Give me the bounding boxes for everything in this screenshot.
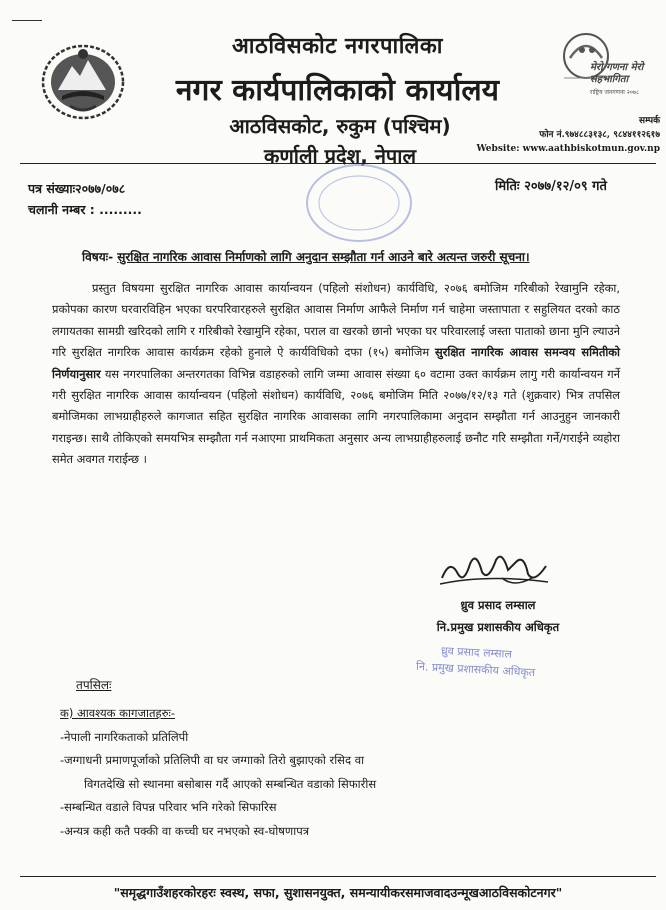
signer-stamp	[397, 640, 555, 682]
subject-text: सुरक्षित नागरिक आवास निर्माणको लागि अनुदान सम्झौता गर्न आउने बारे अत्यन्त जरुरी सूचना।	[117, 250, 530, 264]
footer-rule	[20, 876, 656, 877]
list-item: -जग्गाधनी प्रमाणपूर्जाको प्रतिलिपी वा घर जग्गाको तिरो बुझाएको रसिद वा	[60, 753, 365, 767]
subject-label: विषयः-	[82, 250, 114, 264]
office-address: आठविसकोट, रुकुम (पश्चिम)	[229, 114, 451, 138]
reference-number: पत्र संख्याः२०७७/०७८	[28, 181, 126, 196]
office-name: नगर कार्यपालिकाको कार्यालय	[175, 73, 500, 108]
municipality-name: आठविसकोट नगरपालिका	[232, 34, 443, 59]
stamp-name: ध्रुव प्रसाद लम्साल	[440, 644, 513, 661]
body-part-1: प्रस्तुत विषयमा सुरक्षित नागरिक आवास कार्यान्वयन (पहिलो संशोधन) कार्यविधि, २०७६ बमोजिम गरिबीको रेखामुनि रहेका, प्रकोपका कारण घरवारविहिन भएका घरपरिवारहरुले सुरक्षित आवास निर्माण आफैले निर्माण गर्न चाहेमा जस्तापाता र सहुलियत दरको काठ लगायतका सामग्री खरिदको लागि र गरिबीको रेखामुनि रहेका, पराल वा खरको छानो भएका घर परिवारलाई जस्ता पाताको छाना मुनि ल्याउने गरि सुरक्षित नागरिक आवास कार्यक्रम रहेको हुनाले ऐ कार्यविधिको दफा (१५) बमोजिम	[52, 281, 620, 360]
footer-motto: "समृद्धगाउँशहरकोरहरः स्वस्थ, सफा, सुशासनयुक्त, समन्यायीकरसमाजवादउन्मूखआठविसकोटनगर"	[113, 885, 563, 900]
subject-line	[82, 248, 622, 265]
contact-website: Website: www.aathbiskotmun.gov.np	[476, 144, 660, 154]
province-name: कर्णाली प्रदेश, नेपाल	[263, 144, 417, 168]
nepal-emblem-logo	[40, 40, 126, 120]
reference-block	[28, 178, 142, 220]
census-logo-sub: राष्ट्रिय जनगणना २०७८	[590, 89, 640, 96]
stamp-title: नि. प्रमुख प्रशासकीय अधिकृत	[415, 659, 536, 680]
contact-phone: फोन नं.९७४८८३१३८, ९८४४११२६१७	[539, 130, 660, 140]
signer-name: ध्रुव प्रसाद लम्साल	[460, 598, 536, 612]
office-stamp	[300, 158, 418, 248]
top-dash	[12, 20, 42, 21]
body-part-2: यस नगरपालिका अन्तरगतका विभिन्न वडाहरुको लागि जम्मा आवास संख्या ६० वटामा उक्त कार्यक्रम लागु गरी कार्यान्वयन गर्ने गरी सुरक्षित नागरिक आवास कार्यान्वयन (पहिलो संशोधन) कार्यविधि, २०७६ बमोजिम मिति २०७७/१२/१३ गते (शुक्रवार) भित्र तपसिल बमोजिमका लाभग्राहीहरुले कागजात सहित सुरक्षित नागरिक आवासका लागि नगरपालिकामा अनुदान सम्झौता गर्न आउनुहुन जानकारी गराइन्छ। साथै तोकिएको समयभित्र सम्झौता गर्न नआएमा प्राथमिकता अनुसार अन्य लाभग्राहीहरुलाई छनौट गरि सम्झौता गर्ने/गराईने व्यहोरा समेत अवगत गराईन्छ ।	[52, 366, 620, 467]
signer-block	[418, 594, 578, 638]
dispatch-number: चलानी नम्बर : .........	[28, 202, 142, 217]
list-item: -सम्बन्धित वडाले विपन्न परिवार भनि गरेको सिफारिस	[60, 800, 277, 814]
signer-title: नि.प्रमुख प्रशासकीय अधिकृत	[436, 620, 560, 634]
documents-heading: क) आवश्यक कागजातहरुः-	[60, 706, 175, 720]
list-item: -अन्यत्र कही कतै पक्की वा कच्ची घर नभएको स्व-घोषणापत्र	[60, 823, 310, 838]
schedule-heading: तपसिलः	[76, 678, 112, 692]
census-logo-text: मेरो गणना मेरो सहभागिता	[590, 62, 644, 85]
contact-block	[470, 114, 660, 156]
letter-date: मितिः २०७७/१२/०९ गते	[495, 179, 607, 194]
contact-label: सम्पर्क	[639, 116, 660, 126]
list-item: विगतदेखि सो स्थानमा बसोबास गर्दै आएको सम्बन्धित वडाको सिफारीस	[84, 776, 377, 791]
body-bold: सुरक्षित नागरिक आवास समन्वय समितीको निर्णयानुसार	[52, 345, 620, 381]
list-item: -नेपाली नागरिकताको प्रतिलिपी	[60, 729, 189, 744]
documents-list	[60, 702, 620, 843]
letter-body	[52, 278, 620, 471]
handwritten-signature	[436, 544, 554, 592]
